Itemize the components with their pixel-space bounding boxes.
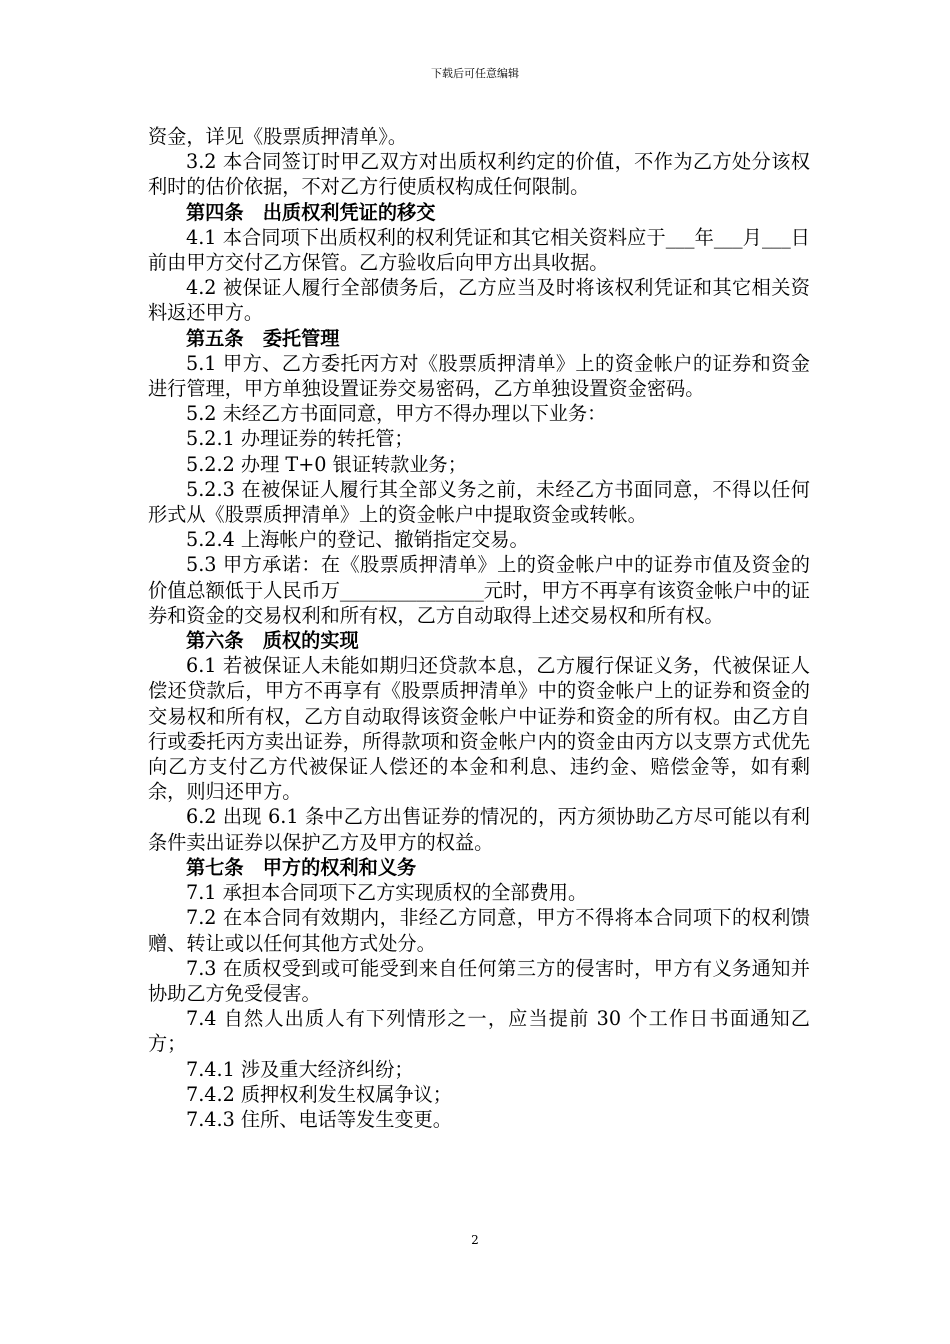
- page-header-note: 下载后可任意编辑: [431, 67, 519, 80]
- article-heading-4: 第四条 出质权利凭证的移交: [186, 200, 436, 224]
- paragraph-clause-6-1: 6.1 若被保证人未能如期归还贷款本息，乙方履行保证义务，代被保证人偿还贷款后，甲方不再享有《股票质押清单》中的资金帐户上的证券和资金的交易权和所有权，乙方自动取得该资金帐户中证券和资金的所有权。由乙方自行或委托丙方卖出证券，所得款项和资金帐户内的资金由丙方以支票方式优先向乙方支付乙方代被保证人偿还的本金和利息、违约金、赔偿金等，如有剩余，则归还甲方。: [148, 654, 810, 804]
- paragraph-body: 资金，详见《股票质押清单》。: [148, 125, 408, 148]
- paragraph-clause-7-4-1: 7.4.1 涉及重大经济纠纷；: [186, 1057, 414, 1081]
- paragraph-clause-7-2: 7.2 在本合同有效期内，非经乙方同意，甲方不得将本合同项下的权利馈赠、转让或以任何其他方式处分。: [148, 906, 810, 955]
- contract-body: [148, 124, 810, 1132]
- paragraph-clause-4-2: 4.2 被保证人履行全部债务后，乙方应当及时将该权利凭证和其它相关资料返还甲方。: [148, 276, 810, 325]
- paragraph-clause-4-1: 4.1 本合同项下出质权利的权利凭证和其它相关资料应于___年___月___日前由甲方交付乙方保管。乙方验收后向甲方出具收据。: [148, 225, 810, 275]
- paragraph-clause-7-4-2: 7.4.2 质押权利发生权属争议；: [186, 1082, 452, 1106]
- paragraph-clause-5-2-3: 5.2.3 在被保证人履行其全部义务之前，未经乙方书面同意，不得以任何形式从《股票质押清单》上的资金帐户中提取资金或转帐。: [148, 477, 810, 527]
- paragraph-clause-5-2-1: 5.2.1 办理证券的转托管；: [186, 427, 414, 451]
- paragraph-clause-6-2: 6.2 出现 6.1 条中乙方出售证券的情况的，丙方须协助乙方尽可能以有利条件卖出证券以保护乙方及甲方的权益。: [148, 805, 810, 854]
- paragraph-clause-5-2: 5.2 未经乙方书面同意，甲方不得办理以下业务：: [186, 402, 607, 426]
- paragraph-clause-7-3: 7.3 在质权受到或可能受到来自任何第三方的侵害时，甲方有义务通知并协助乙方免受侵害。: [148, 956, 810, 1005]
- paragraph-clause-7-1: 7.1 承担本合同项下乙方实现质权的全部费用。: [186, 881, 588, 905]
- paragraph-clause-5-1: 5.1 甲方、乙方委托丙方对《股票质押清单》上的资金帐户的证券和资金进行管理，甲方单独设置证券交易密码，乙方单独设置资金密码。: [148, 351, 810, 401]
- paragraph-clause-5-2-2: 5.2.2 办理 T+0 银证转款业务；: [186, 452, 467, 476]
- paragraph-clause-5-2-4: 5.2.4 上海帐户的登记、撤销指定交易。: [186, 528, 529, 552]
- paragraph-clause-7-4-3: 7.4.3 住所、电话等发生变更。: [186, 1107, 452, 1131]
- page-number: 2: [471, 1233, 479, 1247]
- article-heading-5: 第五条 委托管理: [186, 326, 340, 350]
- article-heading-6: 第六条 质权的实现: [186, 629, 359, 653]
- article-heading-7: 第七条 甲方的权利和义务: [186, 855, 417, 879]
- paragraph-clause-7-4: 7.4 自然人出质人有下列情形之一，应当提前 30 个工作日书面通知乙方；: [148, 1007, 810, 1056]
- paragraph-clause-3-2: 3.2 本合同签订时甲乙双方对出质权利约定的价值，不作为乙方处分该权利时的估价依据，不对乙方行使质权构成任何限制。: [148, 150, 810, 199]
- paragraph-clause-5-3: 5.3 甲方承诺：在《股票质押清单》上的资金帐户中的证券市值及资金的价值总额低于人民币万_______________元时，甲方不再享有该资金帐户中的证券和资金的交易权利和所有权，乙方自动取得上述交易权和所有权。: [148, 553, 810, 627]
